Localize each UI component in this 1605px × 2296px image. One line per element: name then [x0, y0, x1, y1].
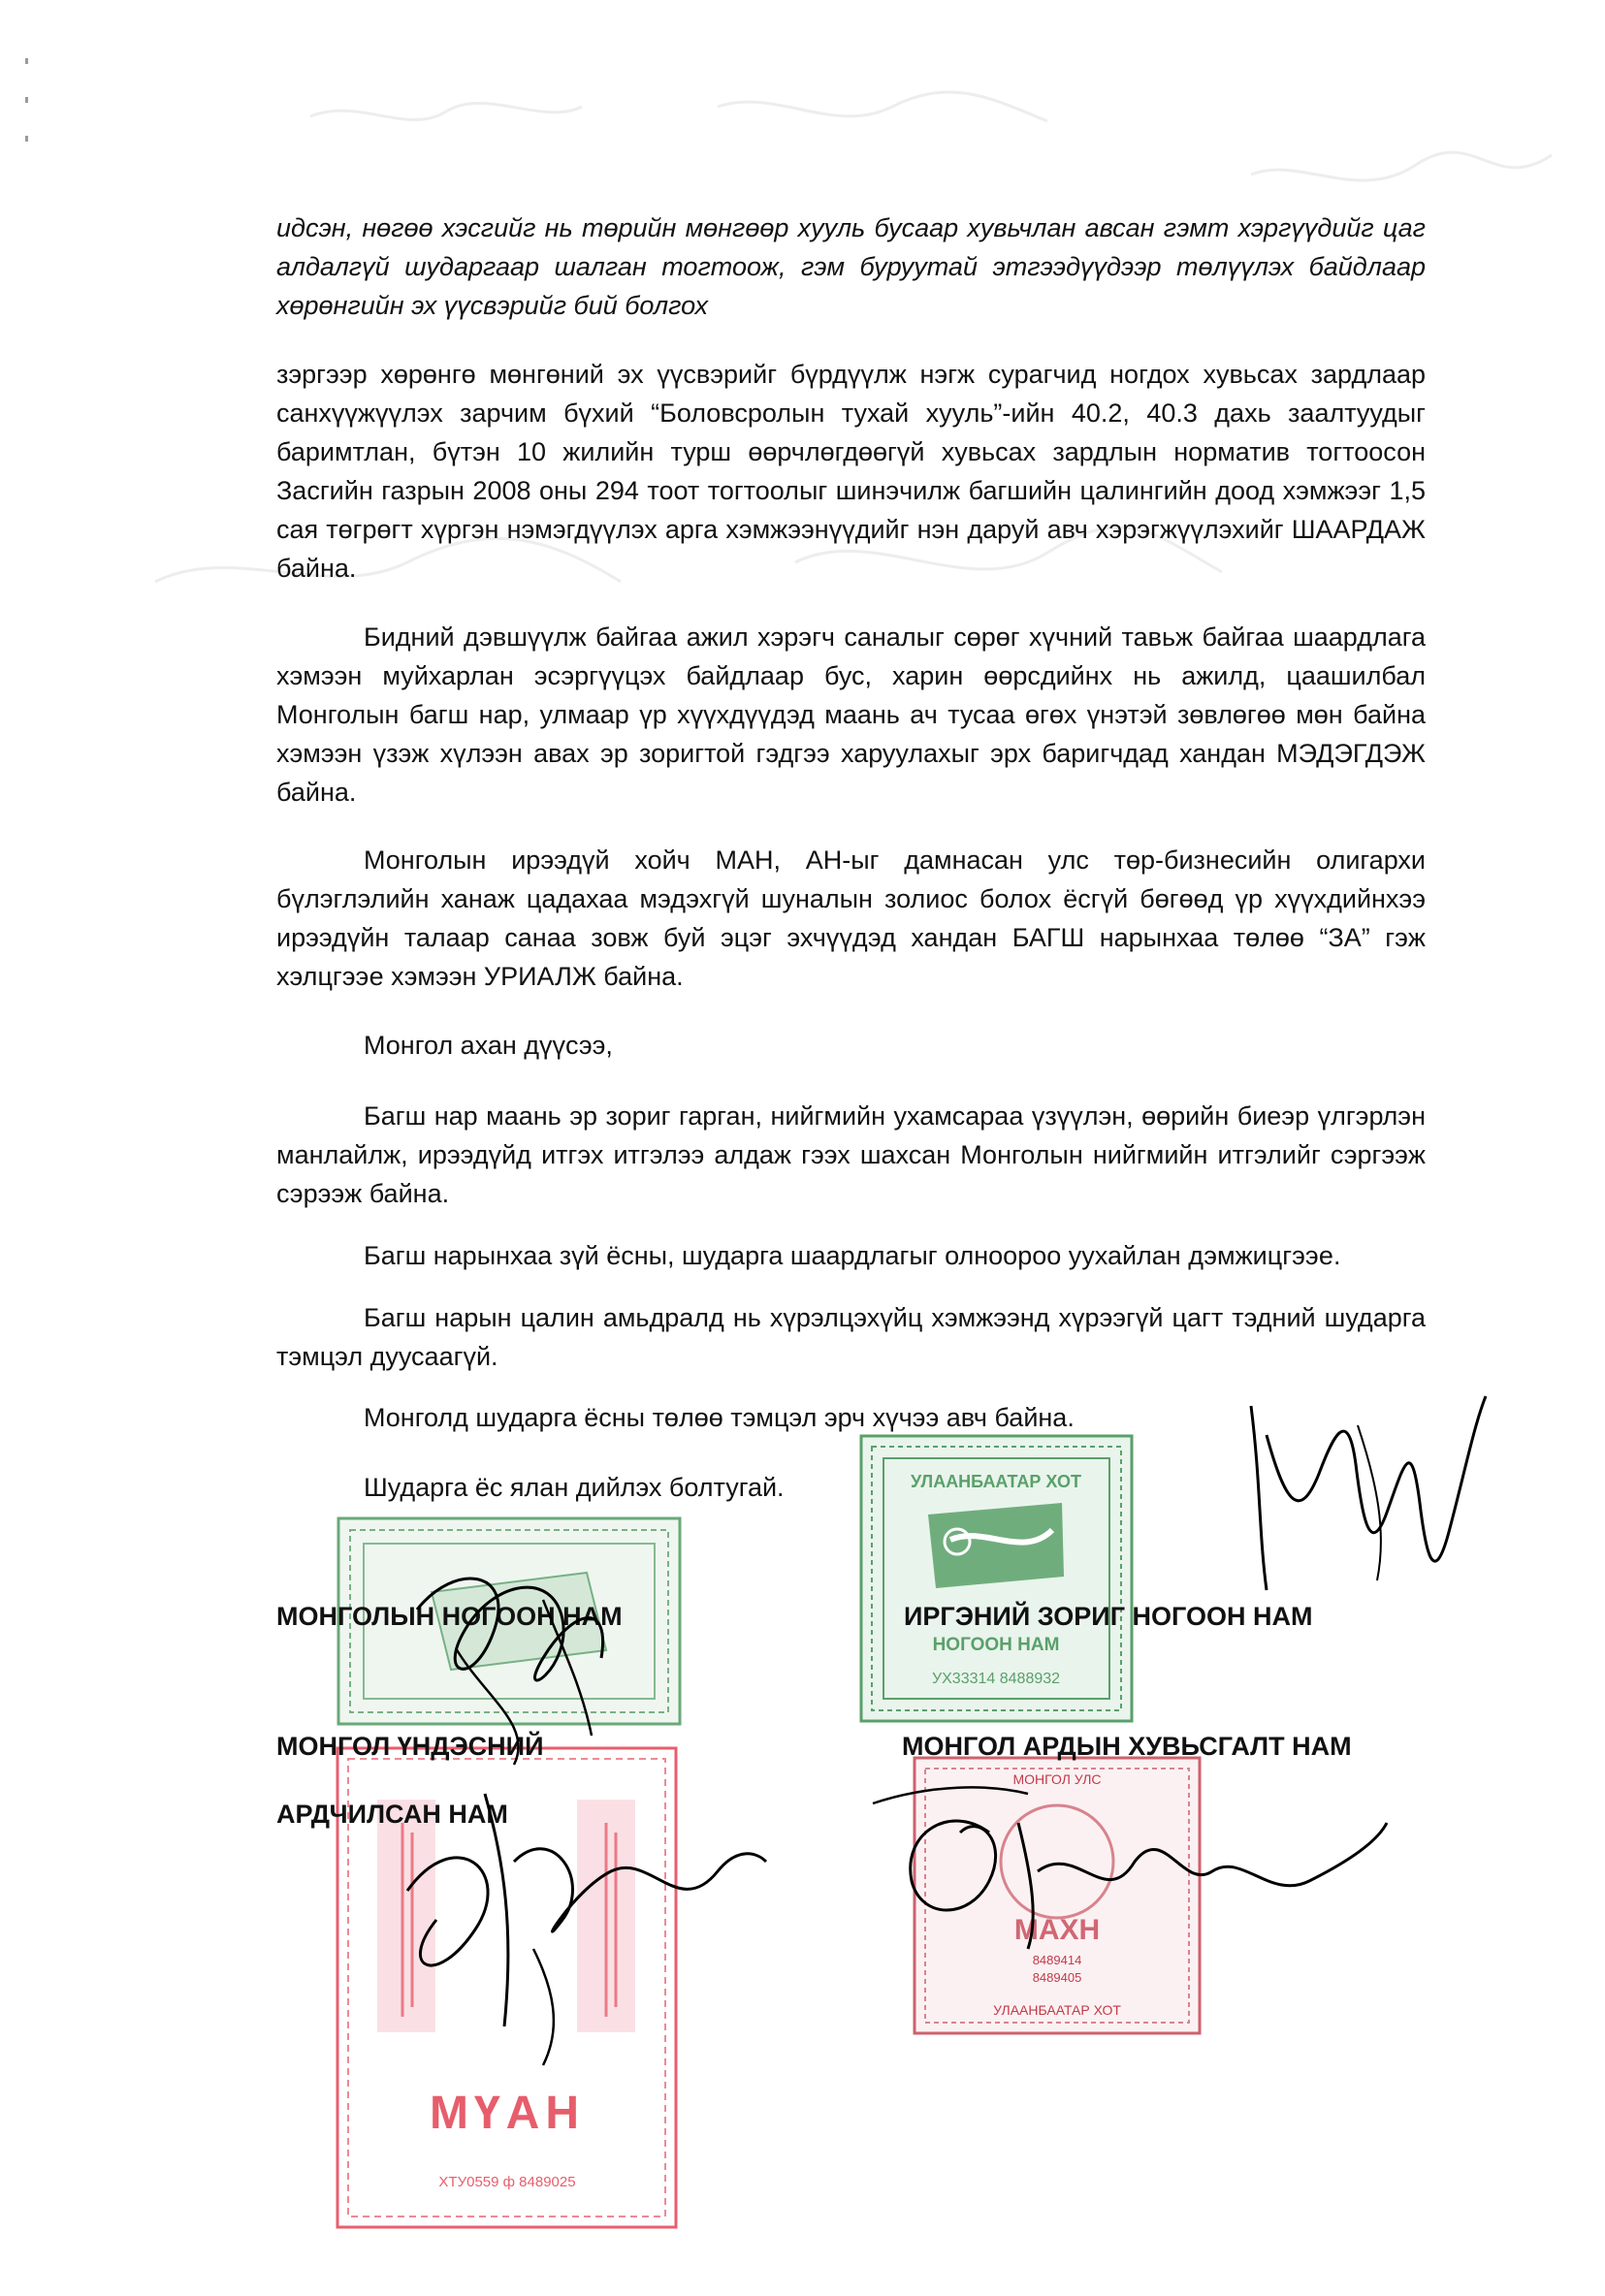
party-name-mnda-line1: МОНГОЛ ҮНДЭСНИЙ [276, 1732, 544, 1761]
stamp-text-title: МҮАН [429, 2088, 586, 2139]
paragraph-8 [276, 1298, 1426, 1376]
paragraph-text: Монголын ирээдүй хойч МАН, АН-ыг дамнасан улс төр-бизнесийн олигархи бүлэглэлийн ханаж цадахаа мэдэхгүй шуналын золиос болох ёсгүй бөгөөд үр хүүхдийнхээ ирээдүйн талаар санаа зовж буй эцэг эхчүүдэд хандан БАГШ нарынхаа төлөө “ЗА” гэж хэлцгээе хэмээн УРИАЛЖ байна. [276, 845, 1426, 991]
stamp-text-middle: НОГООН НАМ [932, 1635, 1060, 1655]
paragraph-3 [276, 618, 1426, 812]
paragraph-7 [276, 1236, 1426, 1275]
stamp-text-code1: 8489414 [1032, 1953, 1082, 1967]
stamp-text-bottom: УЛААНБААТАР ХОТ [993, 2002, 1121, 2018]
stamp-text-top: МОНГОЛ УЛС [1012, 1771, 1102, 1787]
scan-mark [25, 97, 28, 103]
paragraph-5 [276, 1026, 1426, 1065]
scan-mark [25, 136, 28, 142]
paragraph-4 [276, 841, 1426, 996]
party-name-green: МОНГОЛЫН НОГООН НАМ [276, 1602, 623, 1631]
paragraph-text: Багш нарын цалин амьдралд нь хүрэлцэхүйц хэмжээнд хүрээгүй цагт тэдний шударга тэмцэл дуусаагүй. [276, 1303, 1426, 1371]
party-name-civil-will-green: ИРГЭНИЙ ЗОРИГ НОГООН НАМ [904, 1602, 1313, 1631]
stamp-text-code: ХТУ0559 ф 8489025 [438, 2174, 576, 2190]
paragraph-text: Монголд шударга ёсны төлөө тэмцэл эрч хүчээ авч байна. [364, 1403, 1075, 1432]
stamp-text-title: МАХН [1013, 1914, 1101, 1946]
party-name-mnda-line2: АРДЧИЛСАН НАМ [276, 1800, 508, 1829]
paragraph-text: Бидний дэвшүүлж байгаа ажил хэрэгч саналыг сөрөг хүчний тавьж байгаа шаардлага хэмээн муйхарлан эсэргүүцэх байдлаар бус, харин өөрсдийнх нь ажилд, цаашилбал Монголын багш нар, улмаар үр хүүхдүүдэд маань ач тусаа өгөх үнэтэй зөвлөгөө мөн байна хэмээн үзэж хүлээн авах эр зоригтой гэдгээ харуулахыг эрх баригчдад хандан МЭДЭГДЭЖ байна. [276, 622, 1426, 807]
paragraph-text: Багш нарынхаа зүй ёсны, шударга шаардлагыг олноороо уухайлан дэмжицгээе. [364, 1241, 1341, 1270]
paragraph-2 [276, 355, 1426, 588]
stamp-text-top: УЛААНБААТАР ХОТ [911, 1472, 1081, 1491]
paragraph-text: Багш нар маань эр зориг гарган, нийгмийн ухамсараа үзүүлэн, өөрийн биеэр үлгэрлэн манлайлж, ирээдүйд итгэх итгэлээ алдаж гээх шахсан Монголын нийгмийн итгэлийг сэргээж сэрээж байна. [276, 1101, 1426, 1208]
party-name-mprp: МОНГОЛ АРДЫН ХУВЬСГАЛТ НАМ [902, 1732, 1352, 1761]
signature-mprp [873, 1774, 1396, 1959]
stamp-text-code: УХ33314 8488932 [931, 1671, 1061, 1687]
paragraph-text: зэргээр хөрөнгө мөнгөний эх үүсвэрийг бүрдүүлж нэгж сурагчид ногдох хувьсах зардлаар санхүүжүүлэх зарчим бүхий “Боловсролын тухай хууль”-ийн 40.2, 40.3 дахь заалтуудыг баримтлан, бүтэн 10 жилийн турш өөрчлөгдөөгүй хувьсах зардлын норматив тогтоосон Засгийн газрын 2008 оны 294 тоот тогтоолыг шинэчилж багшийн цалингийн доод хэмжээг 1,5 сая төгрөгт хүргэн нэмэгдүүлэх арга хэмжээнүүдийг нэн даруй авч хэрэгжүүлэхийг ШААРДАЖ байна. [276, 360, 1426, 583]
scan-mark [25, 58, 28, 64]
scan-marks [25, 58, 33, 165]
stamp-graphic [858, 1433, 1135, 1724]
signature-civil-will-green [1241, 1367, 1493, 1619]
paragraph-text: Монгол ахан дүүсээ, [364, 1031, 613, 1060]
paragraph-text: Шударга ёс ялан дийлэх болтугай. [364, 1473, 785, 1502]
paragraph-text: идсэн, нөгөө хэсгийг нь төрийн мөнгөөр хууль бусаар хувьчлан авсан гэмт хэргүүдийг цаг алдалгүй шударгаар шалган тогтоож, гэм буруутай этгээдүүдээр төлүүлэх байдлаар хөрөнгийн эх үүсвэрийг бий болгох [276, 213, 1426, 320]
signature-strokes [1241, 1367, 1493, 1619]
paragraph-1 [276, 208, 1426, 325]
signature-strokes [369, 1736, 776, 2075]
signature-mnda [369, 1736, 776, 2075]
green-stamp-right [858, 1433, 1135, 1724]
signature-strokes [873, 1774, 1396, 1959]
paragraph-6 [276, 1097, 1426, 1213]
stamp-text-code2: 8489405 [1032, 1970, 1082, 1985]
